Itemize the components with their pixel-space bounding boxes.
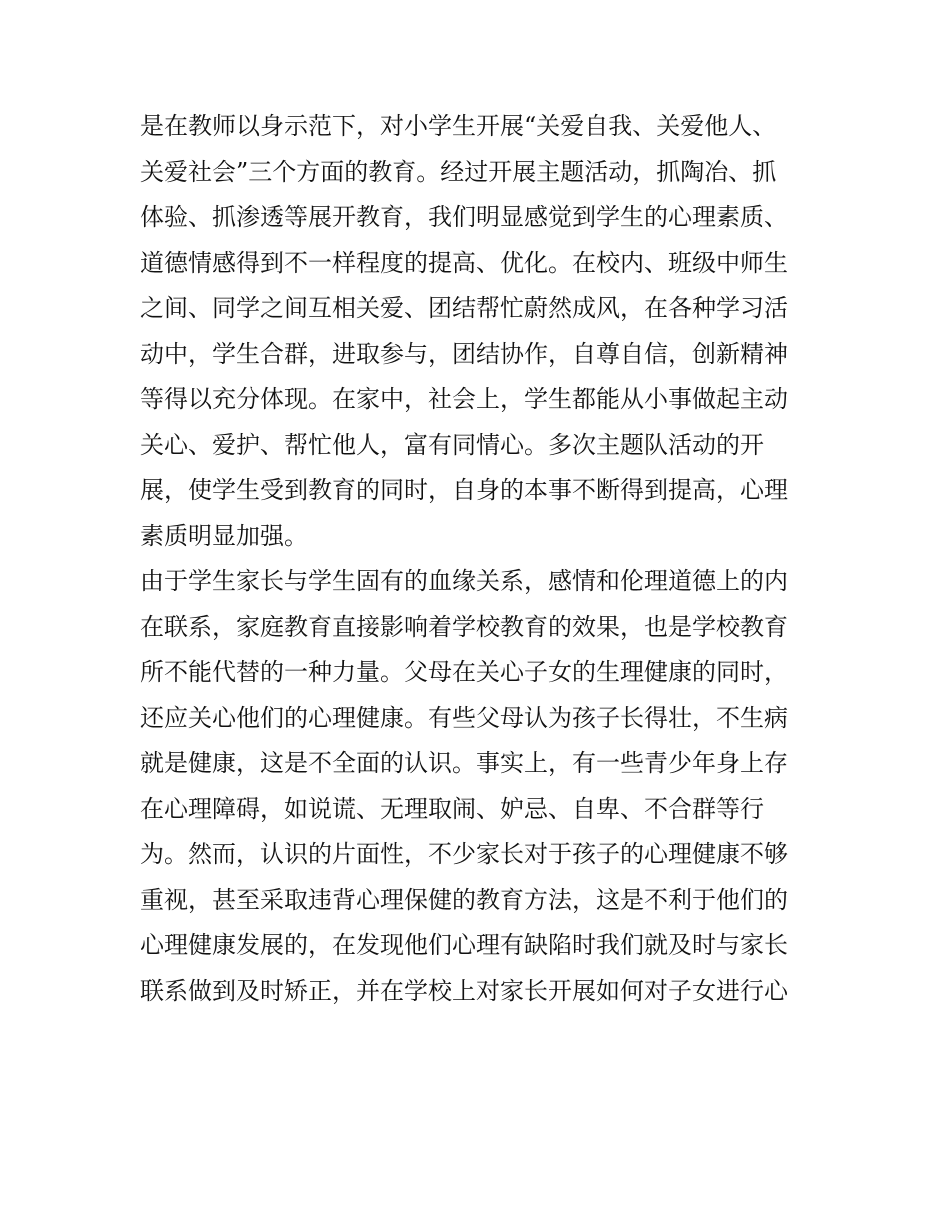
text-line-3: 体验、抓渗透等展开教育，我们明显感觉到学生的心理素质、 — [140, 203, 788, 231]
text-line-10: 素质明显加强。 — [140, 521, 308, 550]
text-line-15: 就是健康，这是不全面的认识。事实上，有一些青少年身上存 — [140, 749, 788, 777]
text-line-12: 在联系，家庭教育直接影响着学校教育的效果，也是学校教育 — [140, 612, 788, 641]
text-line-6: 动中，学生合群，进取参与，团结协作，自尊自信，创新精神 — [140, 339, 788, 368]
text-line-13: 所不能代替的一种力量。父母在关心子女的生理健康的同时， — [140, 658, 788, 686]
text-line-19: 心理健康发展的，在发现他们心理有缺陷时我们就及时与家长 — [140, 931, 788, 959]
text-line-4: 道德情感得到不一样程度的提高、优化。在校内、班级中师生 — [140, 248, 788, 277]
text-line-5: 之间、同学之间互相关爱、团结帮忙蔚然成风，在各种学习活 — [140, 294, 788, 322]
text-line-8: 关心、爱护、帮忙他人，富有同情心。多次主题队活动的开 — [140, 430, 764, 459]
text-line-9: 展，使学生受到教育的同时，自身的本事不断得到提高，心理 — [140, 476, 788, 504]
text-line-14: 还应关心他们的心理健康。有些父母认为孩子长得壮，不生病 — [140, 703, 788, 732]
body-text — [140, 104, 820, 1014]
text-line-17: 为。然而，认识的片面性，不少家长对于孩子的心理健康不够 — [140, 840, 788, 868]
text-line-11: 由于学生家长与学生固有的血缘关系，感情和伦理道德上的内 — [140, 567, 788, 595]
text-line-18: 重视，甚至采取违背心理保健的教育方法，这是不利于他们的 — [140, 885, 788, 914]
text-line-20: 联系做到及时矫正，并在学校上对家长开展如何对子女进行心 — [140, 976, 788, 1005]
text-line-2: 关爱社会”三个方面的教育。经过开展主题活动，抓陶冶、抓 — [140, 157, 777, 186]
text-line-16: 在心理障碍，如说谎、无理取闹、妒忌、自卑、不合群等行 — [140, 794, 764, 823]
text-line-7: 等得以充分体现。在家中，社会上，学生都能从小事做起主动 — [140, 385, 788, 413]
text-line-1: 是在教师以身示范下，对小学生开展“关爱自我、关爱他人、 — [140, 112, 777, 140]
